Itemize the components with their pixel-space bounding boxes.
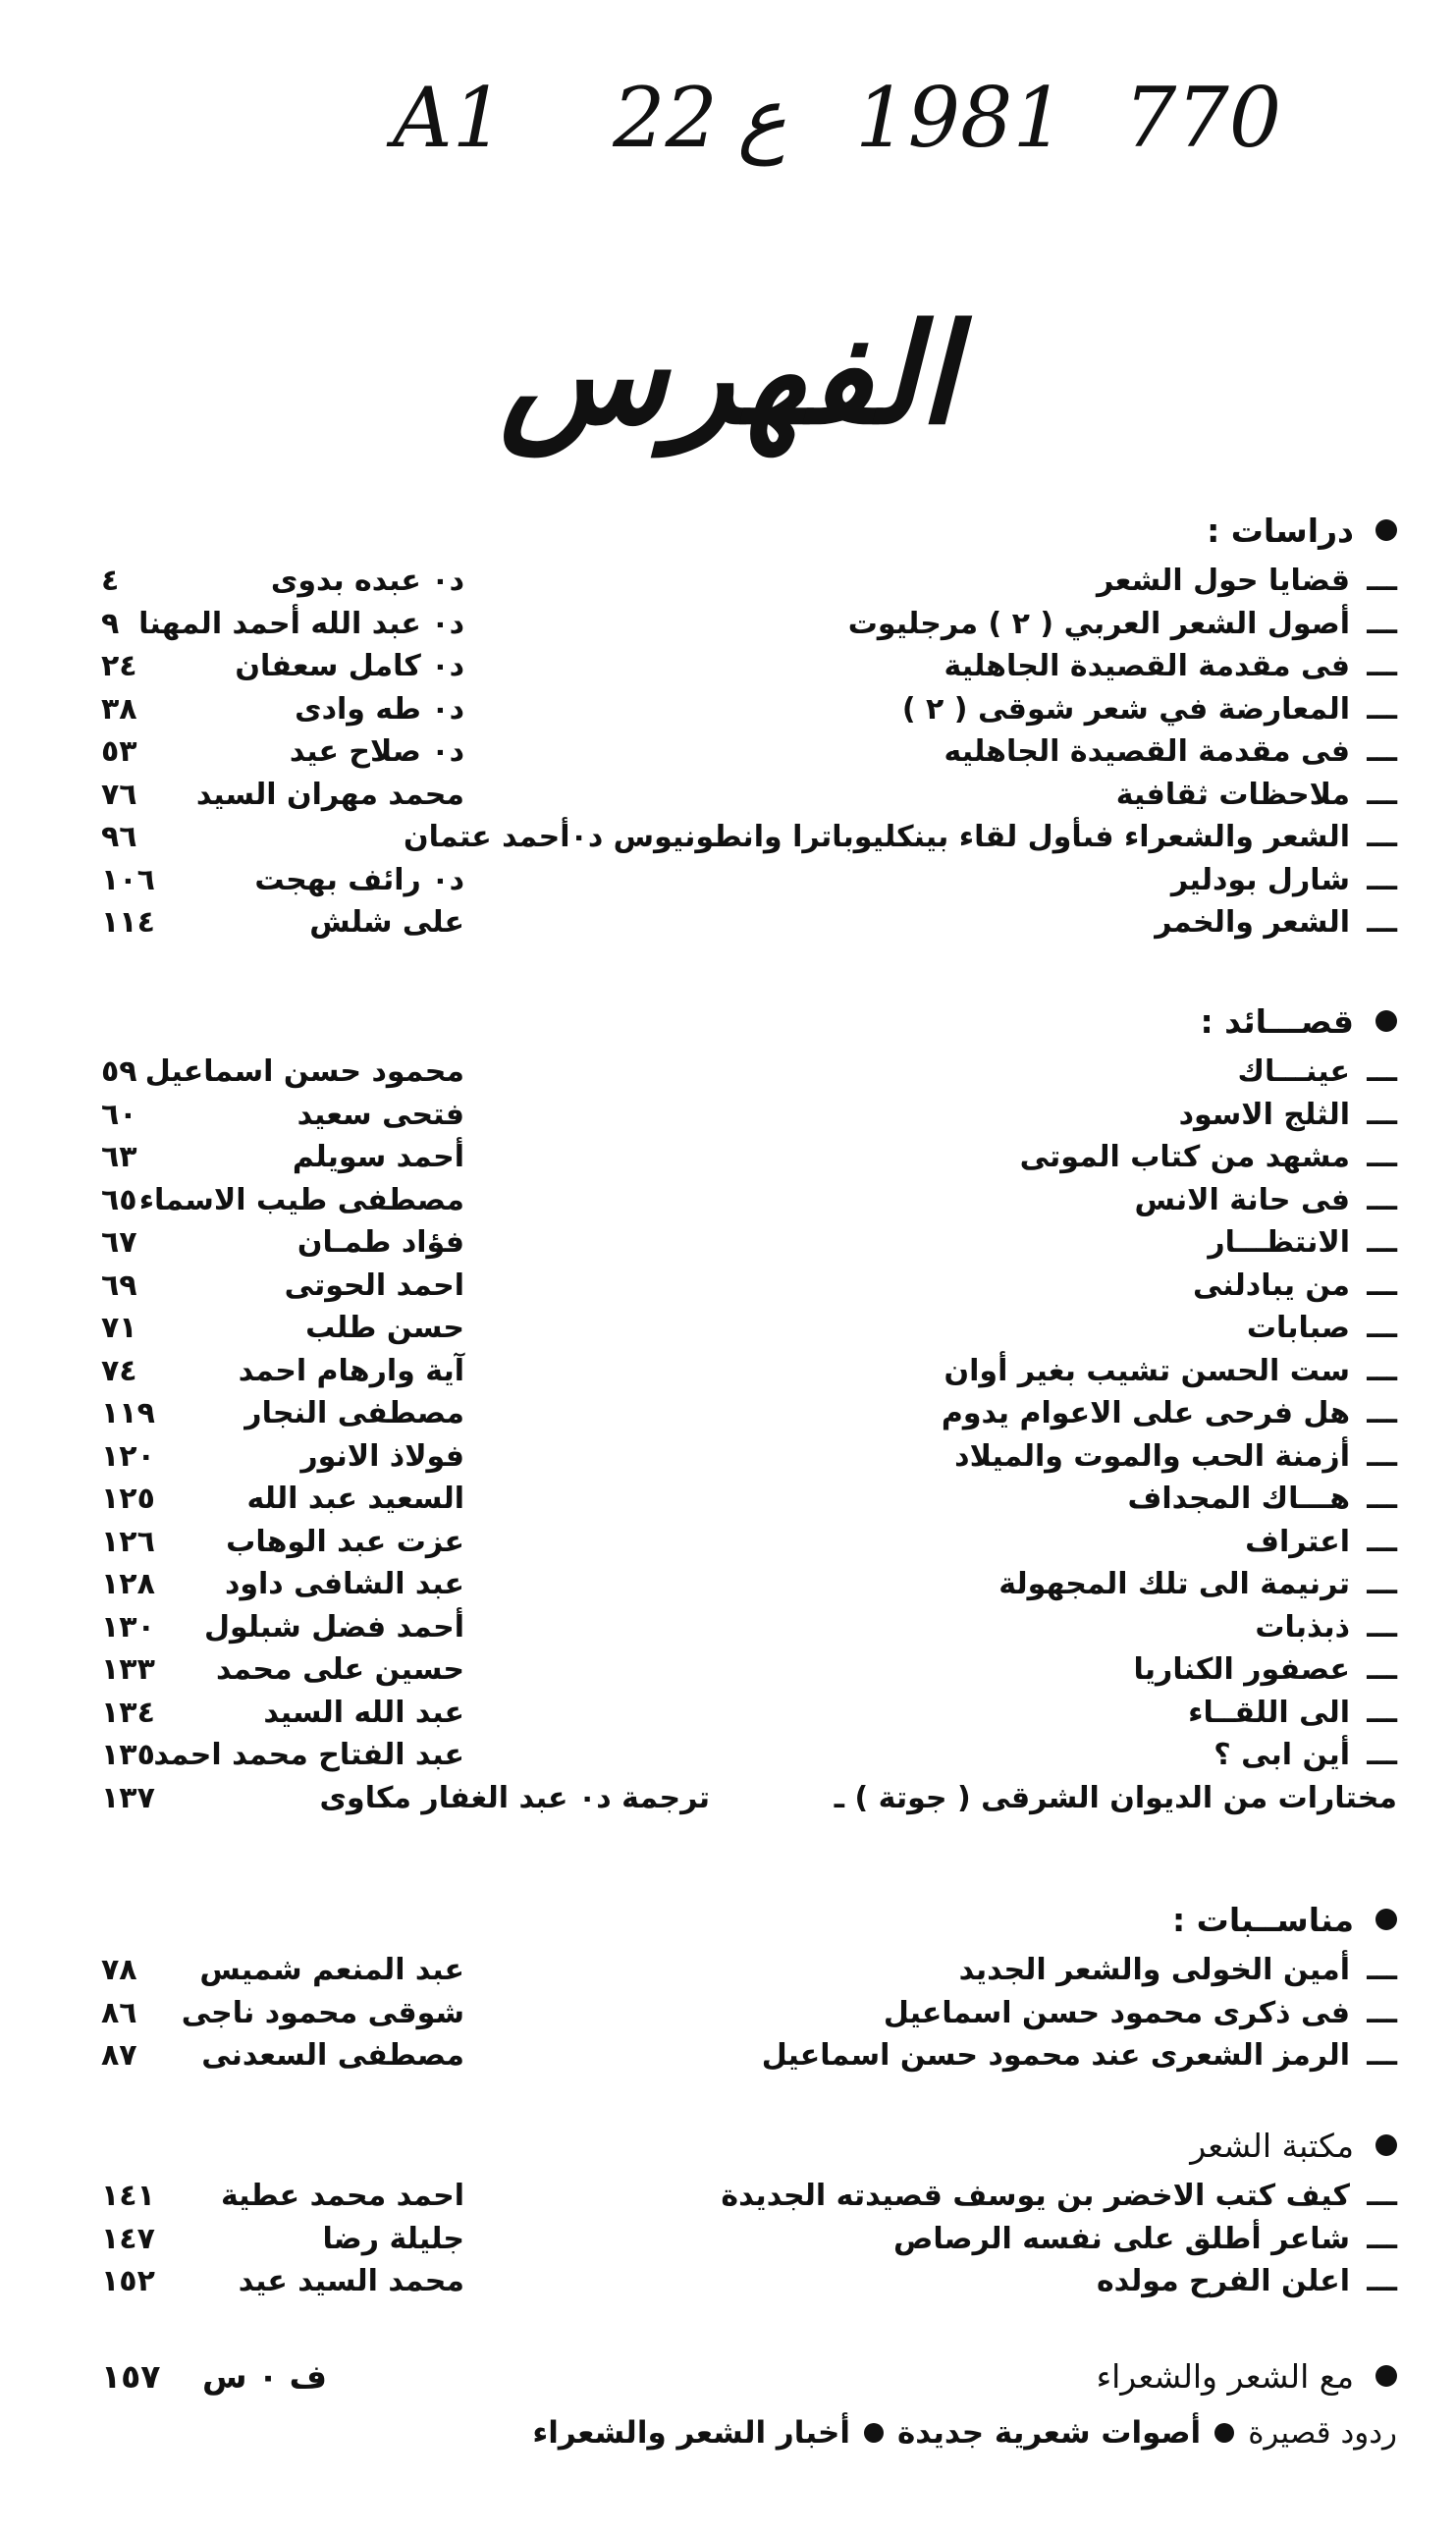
section-header [101, 2346, 1397, 2405]
item-title: هل فرحى على الاعوام يدوم [941, 1396, 1350, 1430]
item-page: ١٣٥ [101, 1738, 155, 1772]
item-dash: ـــ [1367, 649, 1397, 683]
item-title: الانتظـــار [1208, 1225, 1350, 1260]
item-title: فى مقدمة القصيدة الجاهلية [944, 649, 1350, 683]
item-dash: ـــ [1367, 1953, 1397, 1987]
list-item [101, 1051, 1397, 1094]
list-item [101, 1265, 1397, 1308]
list-item [101, 1094, 1397, 1137]
item-author: محمد السيد عيد [238, 2264, 464, 2298]
item-author: د٠ طه وادى [295, 691, 464, 727]
item-page: ١٤٧ [101, 2221, 155, 2256]
bullet-icon [864, 2423, 884, 2443]
list-item [101, 1478, 1397, 1521]
handwritten-month: ع [737, 70, 787, 166]
item-page: ٦٠ [101, 1097, 137, 1132]
list-item [101, 1221, 1397, 1265]
item-author: حسن طلب [305, 1311, 464, 1345]
item-page: ١٣٧ [101, 1780, 155, 1815]
list-item [101, 1692, 1397, 1735]
item-title: أصول الشعر العربي ( ٢ ) مرجليوت [847, 606, 1350, 641]
item-title: فى مقدمة القصيدة الجاهليه [944, 734, 1350, 769]
item-dash: ـــ [1367, 1738, 1397, 1772]
item-page: ٢٤ [101, 649, 137, 683]
list-item [101, 774, 1397, 817]
item-title: فى ذكرى محمود حسن اسماعيل [883, 1995, 1350, 2030]
list-item [101, 1648, 1397, 1692]
item-page: ١٣٣ [101, 1652, 155, 1687]
item-title: من يبادلنى [1192, 1268, 1350, 1303]
list-item [101, 1307, 1397, 1350]
item-title: هـــاك المجداف [1127, 1482, 1350, 1516]
list-item [101, 1435, 1397, 1479]
item-dash: ـــ [1367, 1524, 1397, 1559]
page-title: الفهرس [499, 295, 957, 456]
item-title: قضايا حول الشعر [1096, 564, 1350, 598]
item-author: آية وارهام احمد [238, 1353, 464, 1388]
list-item [101, 1136, 1397, 1179]
item-page: ٣٨ [101, 691, 137, 727]
list-item [101, 2218, 1397, 2261]
item-author: فتحى سعيد [297, 1097, 464, 1132]
item-dash: ـــ [1367, 2221, 1397, 2256]
item-page: ٦٧ [101, 1225, 137, 1260]
item-title: أين ابى ؟ [1213, 1738, 1350, 1772]
list-item [101, 1350, 1397, 1393]
item-page: ٤ [101, 564, 120, 598]
poems-list [101, 1051, 1397, 1777]
section-label: دراسات : [1207, 511, 1354, 550]
item-dash: ـــ [1367, 1225, 1397, 1260]
list-item [101, 645, 1397, 688]
item-page: ١٣٤ [101, 1695, 155, 1730]
item-author: السعيد عبد الله [246, 1482, 464, 1516]
item-title: الرمز الشعرى عند محمود حسن اسماعيل [761, 2038, 1350, 2073]
section-label: قصـــائد : [1200, 1001, 1354, 1041]
item-dash: ـــ [1367, 1695, 1397, 1730]
item-author: أحمد فضل شبلول [203, 1609, 464, 1645]
item-dash: ـــ [1367, 1097, 1397, 1132]
list-item [101, 816, 1397, 859]
item-title: مشهد من كتاب الموتى [1019, 1140, 1350, 1174]
item-dash: ـــ [1367, 2264, 1397, 2298]
handwritten-annotation [393, 44, 1424, 191]
item-dash: ـــ [1367, 1054, 1397, 1089]
footer-news: أخبار الشعر والشعراء [532, 2415, 850, 2451]
item-title: عصفور الكناريا [1133, 1652, 1350, 1687]
item-title: مختارات من الديوان الشرقى ( جوتة ) ـ [834, 1780, 1397, 1815]
item-author: عبد المنعم شميس [199, 1953, 464, 1987]
item-dash: ـــ [1367, 777, 1397, 812]
item-title: فى حانة الانس [1134, 1182, 1350, 1217]
item-dash: ـــ [1367, 1353, 1397, 1388]
section-poems [101, 992, 1397, 1819]
list-item [101, 2175, 1397, 2218]
list-item [101, 688, 1397, 731]
studies-list [101, 560, 1397, 944]
item-title: كيف كتب الاخضر بن يوسف قصيدته الجديدة [721, 2179, 1350, 2213]
item-author: فؤاد طمـان [297, 1225, 464, 1260]
item-dash: ـــ [1367, 1567, 1397, 1601]
bullet-icon [1375, 1010, 1397, 1032]
item-page: ١٤١ [101, 2179, 155, 2213]
handwritten-number: 770 [1123, 70, 1282, 166]
list-item [101, 2260, 1397, 2303]
footer-line [101, 2415, 1397, 2451]
item-author: ف ٠ س [201, 2356, 327, 2396]
item-dash: ـــ [1367, 2038, 1397, 2073]
item-page: ١٢٥ [101, 1482, 155, 1516]
footer-short-replies: ردود قصيرة [1248, 2415, 1397, 2451]
item-dash: ـــ [1367, 1482, 1397, 1516]
item-dash: ـــ [1367, 1182, 1397, 1217]
item-title: الشعر والشعراء فىأول لقاء بينكليوباترا وانطونيوس د٠أحمد عتمان [404, 820, 1350, 854]
section-occasions [101, 1890, 1397, 2077]
list-item [101, 1777, 1397, 1820]
item-title: المعارضة في شعر شوقى ( ٢ ) [901, 691, 1350, 727]
item-page: ١٢٨ [101, 1567, 155, 1601]
item-title: صبابات [1246, 1311, 1350, 1345]
list-item [101, 1521, 1397, 1564]
item-page: ٧١ [101, 1311, 137, 1345]
section-label: مع الشعر والشعراء [1096, 2356, 1354, 2396]
item-author: عزت عبد الوهاب [226, 1524, 464, 1559]
item-author: محمد مهران السيد [195, 777, 464, 812]
item-author: فولاذ الانور [300, 1438, 464, 1474]
item-dash: ـــ [1367, 820, 1397, 854]
item-title: شاعر أطلق على نفسه الرصاص [892, 2221, 1350, 2256]
handwritten-year: 1981 [855, 70, 1065, 166]
item-title: الثلج الاسود [1178, 1097, 1350, 1132]
occasions-list [101, 1949, 1397, 2077]
item-author: أحمد سويلم [292, 1140, 464, 1174]
item-dash: ـــ [1367, 905, 1397, 940]
section-with-poets [101, 2346, 1397, 2405]
item-author: عبد الشافى داود [224, 1567, 464, 1601]
item-page: ١١٩ [101, 1396, 155, 1430]
list-item [101, 560, 1397, 603]
item-author: احمد الحوتى [284, 1268, 464, 1303]
item-author: مصطفى النجار [244, 1396, 464, 1430]
footer-new-voices: أصوات شعرية جديدة [897, 2415, 1202, 2451]
item-dash: ـــ [1367, 606, 1397, 641]
item-author: محمود حسن اسماعيل [144, 1054, 464, 1089]
item-page: ٦٥ [101, 1182, 137, 1217]
item-page: ٩٦ [101, 820, 137, 854]
item-page: ١١٤ [101, 905, 155, 940]
item-dash: ـــ [1367, 862, 1397, 897]
item-page: ٧٤ [101, 1353, 137, 1388]
section-header [101, 2116, 1397, 2175]
bullet-icon [1375, 519, 1397, 541]
item-page: ٥٣ [101, 734, 137, 769]
list-item [101, 1392, 1397, 1435]
item-author: د٠ كامل سعفان [235, 649, 464, 683]
list-item [101, 1179, 1397, 1222]
item-page: ١٢٠ [101, 1438, 155, 1474]
item-author: د٠ عبد الله أحمد المهنا [138, 606, 464, 641]
item-page: ٧٦ [101, 777, 137, 812]
item-title: الى اللقــاء [1188, 1695, 1350, 1730]
item-author: مصطفى طيب الاسماء [138, 1182, 464, 1217]
item-title: أزمنة الحب والموت والميلاد [954, 1438, 1350, 1474]
list-item [101, 1563, 1397, 1606]
item-page: ٦٣ [101, 1140, 137, 1174]
item-dash: ـــ [1367, 691, 1397, 727]
item-dash: ـــ [1367, 1652, 1397, 1687]
item-page: ٩ [101, 606, 120, 641]
item-dash: ـــ [1367, 1268, 1397, 1303]
list-item [101, 1949, 1397, 1992]
item-page: ١٥٢ [101, 2264, 155, 2298]
item-page: ٥٩ [101, 1054, 137, 1089]
item-page: ١٥٧ [101, 2356, 161, 2396]
section-library [101, 2116, 1397, 2303]
section-header [101, 501, 1397, 560]
item-page: ٨٧ [101, 2038, 137, 2073]
item-author: مصطفى السعدنى [201, 2038, 464, 2073]
item-dash: ـــ [1367, 1140, 1397, 1174]
item-page: ١٠٦ [101, 862, 155, 897]
bullet-icon [1375, 2365, 1397, 2387]
handwritten-code: A1 [393, 70, 506, 166]
bullet-icon [1214, 2423, 1234, 2443]
item-author: عبد الله السيد [263, 1695, 464, 1730]
handwritten-day: 22 [613, 70, 718, 166]
list-item [101, 859, 1397, 902]
item-title: ذبذبات [1255, 1609, 1350, 1645]
section-header [101, 992, 1397, 1051]
item-title: ملاحظات ثقافية [1115, 777, 1350, 812]
item-title: اعتراف [1245, 1524, 1350, 1559]
section-label: مناســبات : [1171, 1900, 1354, 1939]
bullet-icon [1375, 2134, 1397, 2156]
item-title: الشعر والخمر [1155, 905, 1350, 940]
item-author: حسين على محمد [215, 1652, 464, 1687]
item-title: عينـــاك [1237, 1054, 1350, 1089]
item-page: ١٣٠ [101, 1609, 155, 1645]
item-title: ترنيمة الى تلك المجهولة [998, 1567, 1350, 1601]
item-author: احمد محمد عطية [220, 2179, 464, 2213]
item-dash: ـــ [1367, 1609, 1397, 1645]
item-author: د٠ صلاح عيد [289, 734, 464, 769]
list-item [101, 1606, 1397, 1649]
item-dash: ـــ [1367, 564, 1397, 598]
library-list [101, 2175, 1397, 2303]
section-label: مكتبة الشعر [1190, 2126, 1354, 2165]
list-item [101, 1992, 1397, 2035]
section-header [101, 1890, 1397, 1949]
list-item [101, 901, 1397, 944]
item-author: على شلش [309, 905, 464, 940]
item-page: ٦٩ [101, 1268, 137, 1303]
item-author: جليلة رضا [322, 2221, 464, 2256]
item-page: ١٢٦ [101, 1524, 155, 1559]
item-page: ٧٨ [101, 1953, 137, 1987]
item-title: أمين الخولى والشعر الجديد [958, 1953, 1350, 1987]
item-author: شوقى محمود ناجى [181, 1995, 464, 2030]
item-title: شارل بودلير [1170, 862, 1350, 897]
list-item [101, 730, 1397, 774]
item-title: اعلن الفرح مولده [1096, 2264, 1350, 2298]
list-item [101, 1734, 1397, 1777]
item-dash: ـــ [1367, 1995, 1397, 2030]
item-dash: ـــ [1367, 734, 1397, 769]
section-studies [101, 501, 1397, 944]
item-author: ترجمة د٠ عبد الغفار مكاوى [319, 1780, 710, 1815]
item-page: ٨٦ [101, 1995, 137, 2030]
bullet-icon [1375, 1909, 1397, 1930]
item-dash: ـــ [1367, 1438, 1397, 1474]
item-author: د٠ عبده بدوى [270, 564, 464, 598]
item-dash: ـــ [1367, 1396, 1397, 1430]
list-item [101, 2034, 1397, 2077]
item-title: ست الحسن تشيب بغير أوان [944, 1353, 1350, 1388]
list-item [101, 603, 1397, 646]
item-dash: ـــ [1367, 2179, 1397, 2213]
item-dash: ـــ [1367, 1311, 1397, 1345]
item-author: د٠ رائف بهجت [254, 862, 464, 897]
item-author: عبد الفتاح محمد احمد [153, 1738, 464, 1772]
